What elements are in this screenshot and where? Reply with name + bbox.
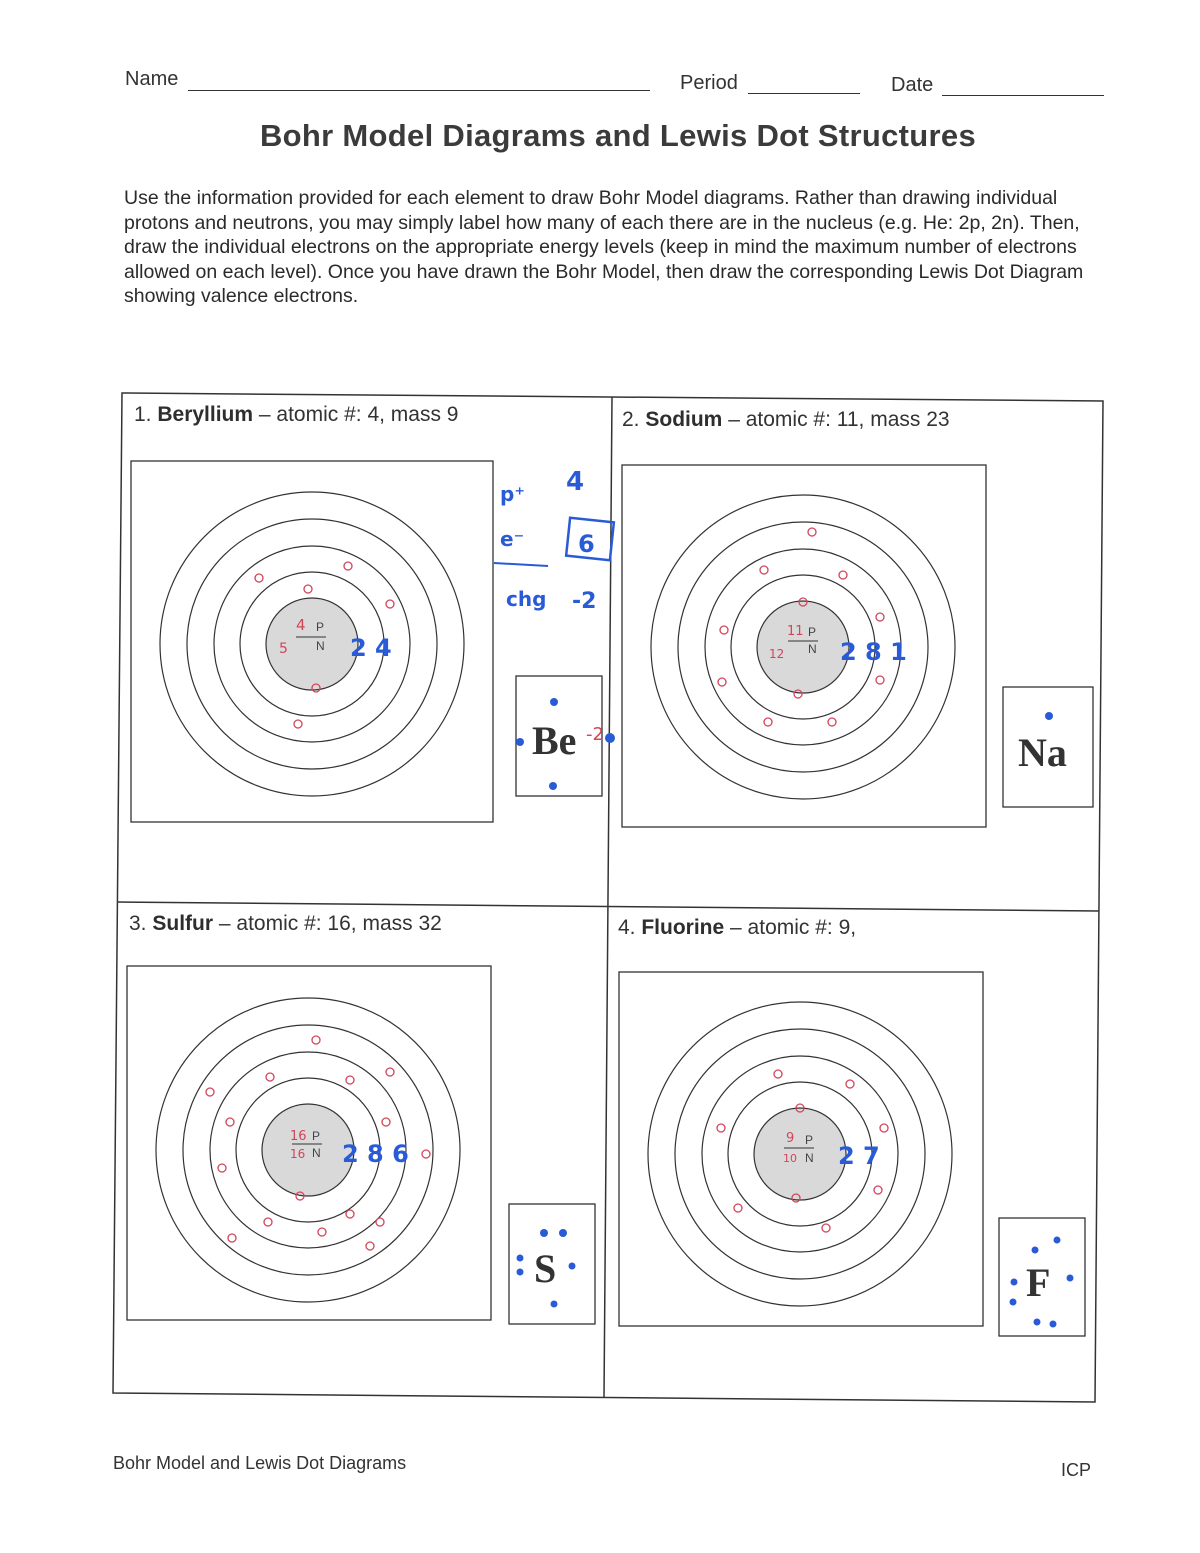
q1-electron [344,562,352,570]
q3-valence-dot [551,1301,558,1308]
q2-shell-counts: 2 8 1 [840,638,907,666]
q3-neutrons-written: 16 [290,1147,306,1161]
q1-electron [304,585,312,593]
name-label: Name [125,68,179,90]
q1-neutrons-written: 5 [279,641,288,657]
q4-bohr-box [619,972,983,1326]
q1-valence-dot [549,782,557,790]
q1-valence-dot [516,738,524,746]
q3-valence-dot [559,1229,567,1237]
footer-right: ICP [1061,1460,1092,1480]
q1-shell-counts: 2 4 [350,634,392,662]
q1-nucleus-n: N [316,639,325,653]
q1-electron [255,574,263,582]
q2-protons-written: 11 [787,624,804,639]
q3-shell-counts: 2 8 6 [342,1140,409,1168]
q3-electron [312,1036,320,1044]
q1-note-chg: chg [506,587,547,611]
question-2-number: 2. [622,408,640,431]
q1-note-chg-value: -2 [572,589,597,614]
q3-valence-dot [517,1255,524,1262]
q3-electron [382,1118,390,1126]
q3-nucleus-n: N [312,1146,321,1160]
q4-lewis-symbol: F [1026,1260,1051,1305]
q3-lewis-box [509,1204,595,1324]
q2-electron [760,566,768,574]
q2-lewis-symbol: Na [1018,730,1067,775]
q1-note-p-value: 4 [566,467,585,497]
q1-electron [294,720,302,728]
q1-bohr-box [131,461,493,822]
q1-note-rule [494,563,548,566]
answer-grid [113,393,1103,1402]
q2-lewis-box [1003,687,1093,807]
q3-valence-dot [540,1229,548,1237]
question-1-info: – atomic #: 4, mass 9 [258,403,459,426]
question-1-element: Beryllium [157,403,254,426]
q4-nucleus [754,1108,846,1200]
q1-note-e-value: 6 [578,530,595,558]
q3-electron [226,1118,234,1126]
q4-lewis-box [999,1218,1085,1336]
q4-electron [734,1204,742,1212]
q2-nucleus-n: N [808,642,817,656]
q4-valence-dot [1011,1279,1018,1286]
q4-valence-dot [1067,1275,1074,1282]
q2-electron [876,613,884,621]
q3-electron [264,1218,272,1226]
q4-nucleus-p: P [805,1133,814,1147]
q3-electron [376,1218,384,1226]
q2-electron [839,571,847,579]
q3-electron [386,1068,394,1076]
q3-valence-dot [569,1263,576,1270]
q4-protons-written: 9 [786,1131,795,1146]
instructions-text: Use the information provided for each element to draw Bohr Model diagrams. Rather than drawing individual protons and neutrons, you may simply label how many of each there are in the nucleus (e.g. He: 2p, 2n). Then, draw the individual electrons on the appropriate energy levels (keep in mind the maximum number of electrons allowed on each level). Once you have drawn the Bohr Model, then draw the corresponding Lewis Dot Diagram showing valence electrons. [124,187,1084,307]
q1-electron [386,600,394,608]
q3-electron [218,1164,226,1172]
date-label: Date [891,74,934,96]
footer-left: Bohr Model and Lewis Dot Diagrams [113,1453,407,1473]
question-3-element: Sulfur [152,912,214,935]
q1-note-p: p⁺ [500,482,525,506]
q4-valence-dot [1034,1319,1041,1326]
q3-electron [318,1228,326,1236]
q4-electron [874,1186,882,1194]
q1-lewis-charge: -2 [586,724,604,745]
q4-shell-counts: 2 7 [838,1142,880,1170]
q2-electron [876,676,884,684]
question-1-number: 1. [134,403,152,426]
q4-electron [822,1224,830,1232]
q1-note-e: e⁻ [500,527,525,551]
question-4-info: – atomic #: 9, [730,916,857,939]
q4-valence-dot [1032,1247,1039,1254]
q3-protons-written: 16 [290,1129,307,1144]
q1-lewis-box [516,676,615,796]
question-4-element: Fluorine [641,916,725,939]
q4-nucleus-n: N [805,1151,814,1165]
q4-valence-dot [1050,1321,1057,1328]
q2-neutrons-written: 12 [769,647,785,661]
q2-electron [720,626,728,634]
q3-electron [366,1242,374,1250]
q4-electron [846,1080,854,1088]
q3-electron [228,1234,236,1242]
q1-valence-dot [605,733,615,743]
question-2-element: Sodium [645,408,723,431]
q3-electron [422,1150,430,1158]
q2-electron [764,718,772,726]
q3-electron [206,1088,214,1096]
q3-valence-dot [517,1269,524,1276]
q3-bohr-box [127,966,491,1320]
q4-electron [717,1124,725,1132]
question-2-info: – atomic #: 11, mass 23 [728,408,950,431]
q4-electron [880,1124,888,1132]
q3-electron [266,1073,274,1081]
question-3-info: – atomic #: 16, mass 32 [218,912,442,935]
q3-nucleus [262,1104,354,1196]
q4-valence-dot [1010,1299,1017,1306]
q4-valence-dot [1054,1237,1061,1244]
q2-valence-dot [1045,712,1053,720]
q3-electron [346,1076,354,1084]
q4-electron [774,1070,782,1078]
q1-valence-dot [550,698,558,706]
q2-electron [718,678,726,686]
q3-nucleus-p: P [312,1129,321,1143]
q2-bohr-box [622,465,986,827]
q2-nucleus-p: P [808,625,817,639]
q1-lewis-symbol: Be [532,718,577,763]
q3-electron [346,1210,354,1218]
q2-electron [828,718,836,726]
q1-side-notes [494,467,614,614]
q3-lewis-symbol: S [534,1246,557,1291]
q1-nucleus-p: P [316,620,325,634]
q1-protons-written: 4 [296,616,306,634]
q2-electron [808,528,816,536]
q4-neutrons-written: 10 [783,1152,797,1165]
question-3-number: 3. [129,912,147,935]
question-4-number: 4. [618,916,636,939]
period-label: Period [680,72,738,94]
page-title: Bohr Model Diagrams and Lewis Dot Structures [260,118,976,153]
